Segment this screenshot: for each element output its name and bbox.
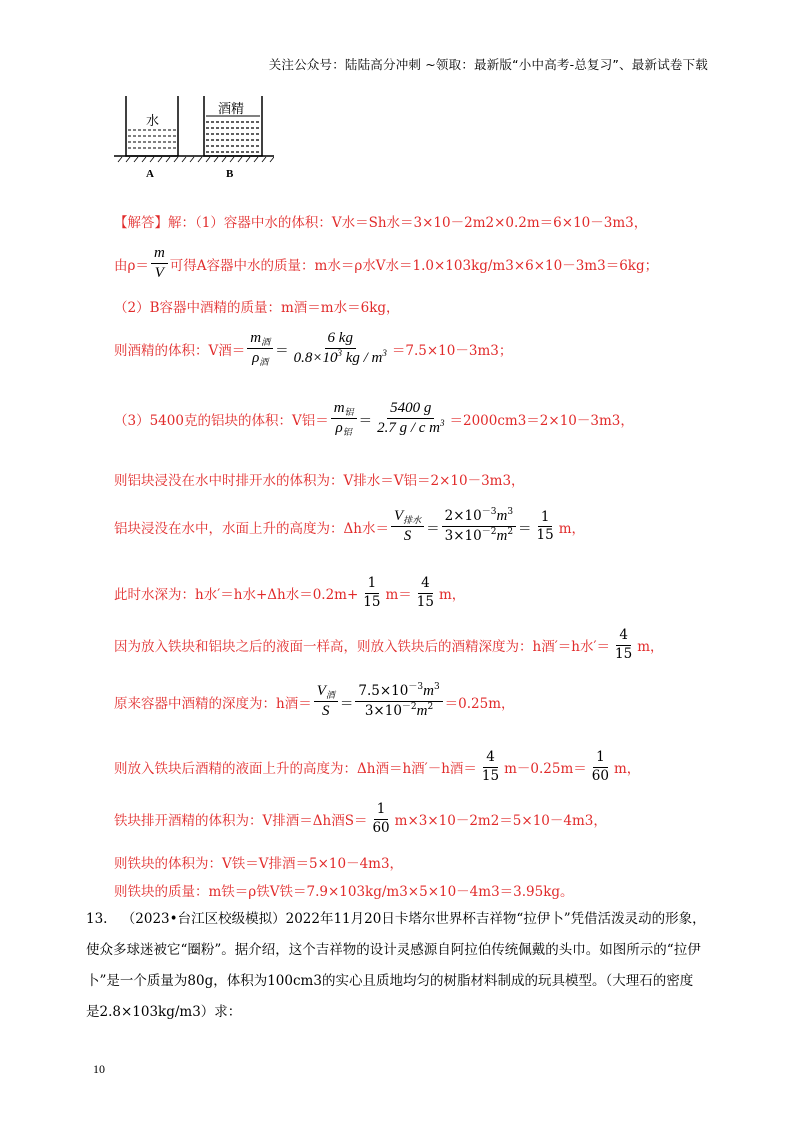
solution-line-9 [114,628,664,662]
line3-text: （2）B容器中酒精的质量：m酒＝m水＝6kg， [114,300,400,316]
solution-line-6 [114,469,525,489]
alcohol-volume-fraction-2: $\frac{6 kg}{0.8\times 10^3 kg / m^3}$ [293,330,387,367]
line4-suffix: ＝7.5×10－3m3； [391,342,513,359]
water-rise-fraction-1: $\frac{V_{排水}}{S}$ [391,508,424,546]
water-rise-fraction-3: $\frac{1}{15}$ [536,508,554,544]
line6-text: 则铝块浸没在水中时排开水的体积为：V排水＝V铝＝2×10－3m3， [114,473,525,489]
solution-line-8 [114,576,465,610]
line2-suffix: 可得A容器中水的质量：m水＝ρ水V水＝1.0×103kg/m3×6×10－3m3＝6kg； [169,257,659,274]
density-formula: $\frac{m}{V}$ [151,245,168,283]
solution-line-10: 原来容器中酒精的深度为：h酒＝ $\frac{V_酒}{S}$ ＝ $\frac{7.5\times 10^{-3}m^3}{3\times 10^{-2}m^2}$ ＝0.25m， [114,682,515,720]
line9-prefix: 因为放入铁块和铝块之后的液面一样高，则放入铁块后的酒精深度为：h酒′＝h水′＝ [114,639,611,656]
fraction-1-60: $\frac{1}{60}$ [591,749,609,784]
line8-mid: m＝ [385,587,412,604]
containers-figure [114,94,274,184]
page-number: 10 [93,1062,105,1076]
line10-prefix: 原来容器中酒精的深度为：h酒＝ [114,695,312,712]
fraction-1-60-b: $\frac{1}{60}$ [372,801,390,836]
solution-line-11 [114,750,640,784]
alcohol-depth-fraction-1: $\frac{V_酒}{S}$ [314,683,338,721]
question-text: （2023•台江区校级模拟）2022年11月20日卡塔尔世界杯吉祥物“拉伊卜”凭借活泼灵动的形象，使众多球迷被它“圈粉”。据介绍，这个吉祥物的设计灵感源自阿拉伯传统佩戴的头巾。如图所示的“拉伊卜”是一个质量为80g，体积为100cm3的实心且质地均匀的树脂材料制成的玩具模型。（大理石的密度是2.8×103kg/m3）求： [86,911,706,1020]
aluminum-volume-fraction-2: $\frac{5400 g}{2.7 g / c m^3}$ [377,400,445,437]
line5-prefix: （3）5400克的铝块的体积：V铝＝ [114,412,329,429]
line8-suffix: m， [438,587,466,604]
line7-prefix: 铝块浸没在水中，水面上升的高度为：Δh水＝ [114,520,389,537]
line8-prefix: 此时水深为：h水′＝h水+Δh水＝0.2m+ [114,587,359,604]
line10-suffix: ＝0.25m， [444,695,515,712]
fraction-4-15-b: $\frac{4}{15}$ [615,627,633,662]
containers-drawing [114,94,274,164]
line12-suffix: m×3×10－2m2＝5×10－4m3， [394,813,607,830]
aluminum-volume-fraction-1: $\frac{m_铝}{\rho_铝}$ [331,400,357,438]
line11-prefix: 则放入铁块后酒精的液面上升的高度为：Δh酒＝h酒′－h酒＝ [114,761,477,778]
line11-mid: m－0.25m＝ [504,761,587,778]
fraction-1-15: $\frac{1}{15}$ [363,575,381,610]
fraction-4-15: $\frac{4}{15}$ [416,575,434,610]
solution-line-7: 铝块浸没在水中，水面上升的高度为：Δh水＝ $\frac{V_{排水}}{S}$ ＝ $\frac{2\times 10^{-3}m^3}{3\times 10^{-2}m^2}$ ＝ $\frac{1}{15}$ m， [114,507,586,545]
solution-line-13 [114,852,403,872]
fraction-4-15-c: $\frac{4}{15}$ [481,749,500,784]
page-header: 关注公众号：陆陆高分冲刺 ~领取：最新版“小中高考-总复习”、最新试卷下载 [268,57,708,72]
label-b: B [226,168,234,180]
solution-line-1 [114,211,647,231]
line2-prefix: 由ρ＝ [114,257,149,274]
solution-line-14 [114,880,574,900]
question-13 [86,904,706,1028]
label-water: 水 [146,113,160,128]
solution-line-2 [114,245,658,283]
label-a: A [146,168,154,180]
question-number: 13. [86,911,108,927]
line7-suffix: m， [558,520,586,537]
solution-line-4: 则酒精的体积：V酒＝ $\frac{m_酒}{\rho_酒}$ ＝ $\frac{6 kg}{0.8\times 10^3 kg / m^3}$ ＝7.5×10－3m3； [114,330,513,368]
alcohol-volume-fraction-1: $\frac{m_酒}{\rho_酒}$ [247,330,273,368]
label-alcohol: 酒精 [218,101,245,116]
line9-suffix: m， [637,639,664,656]
line5-suffix: ＝2000cm3＝2×10－3m3， [449,412,634,429]
solution-line-5: （3）5400克的铝块的体积：V铝＝ $\frac{m_铝}{\rho_铝}$ ＝ $\frac{5400 g}{2.7 g / c m^3}$ ＝2000cm3＝2×10－3m3， [114,400,634,438]
line13-text: 则铁块的体积为：V铁＝V排酒＝5×10－4m3， [114,856,404,872]
line1-text: 【解答】解：（1）容器中水的体积：V水＝Sh水＝3×10－2m2×0.2m＝6×10－3m3， [114,215,648,231]
line14-text: 则铁块的质量：m铁＝ρ铁V铁＝7.9×103kg/m3×5×10－4m3＝3.95kg。 [114,884,574,900]
alcohol-depth-fraction-2: $\frac{7.5\times 10^{-3}m^3}{3\times 10^{-2}m^2}$ [355,683,442,721]
line12-prefix: 铁块排开酒精的体积为：V排酒＝Δh酒S＝ [114,813,368,830]
solution-line-12 [114,802,607,836]
line11-suffix: m， [613,761,641,778]
water-rise-fraction-2: $\frac{2\times 10^{-3}m^3}{3\times 10^{-2}m^2}$ [442,508,516,546]
solution-line-3 [114,296,400,316]
line4-prefix: 则酒精的体积：V酒＝ [114,342,246,359]
